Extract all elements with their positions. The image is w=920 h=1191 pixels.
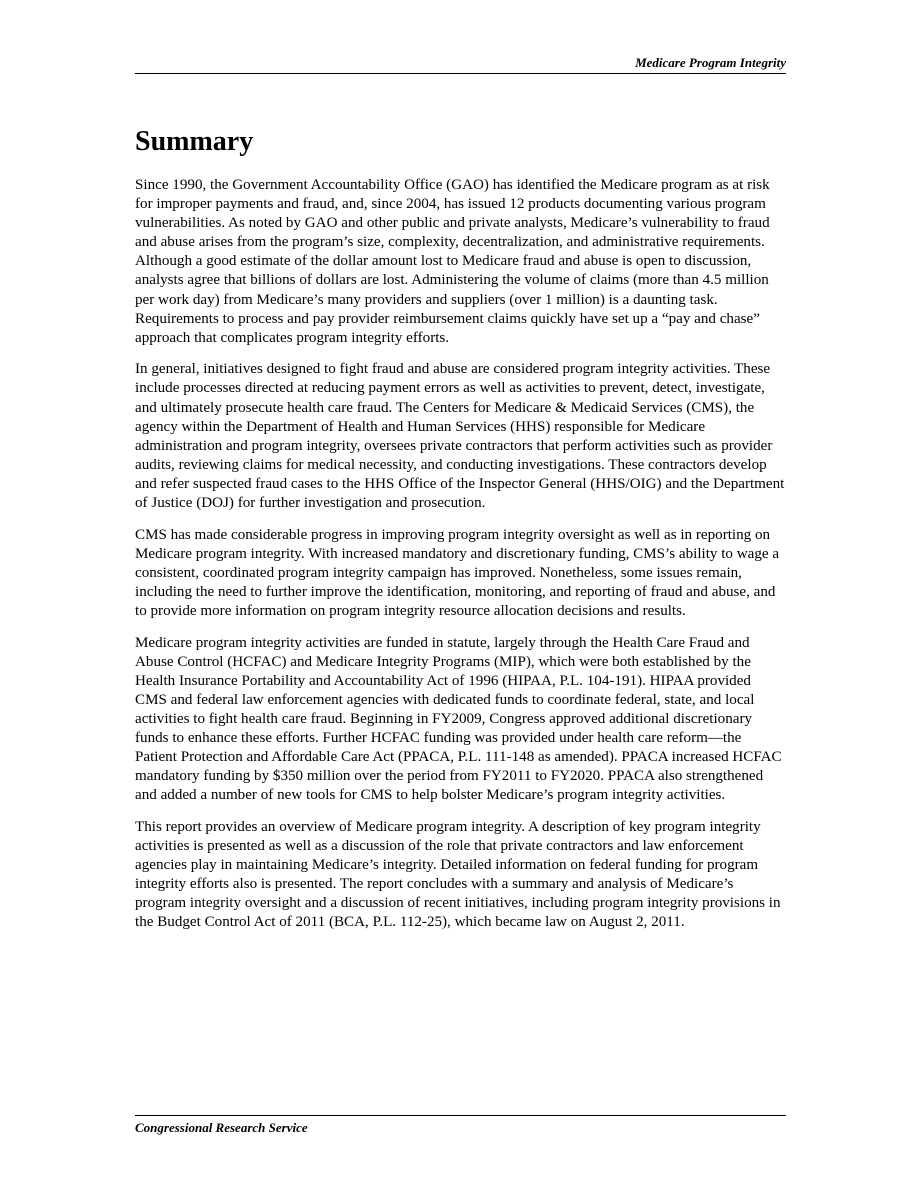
running-header-title: Medicare Program Integrity	[635, 55, 786, 70]
summary-body	[135, 176, 786, 945]
summary-paragraph: This report provides an overview of Medicare program integrity. A description of key program integrity activities is presented as well as a discussion of the role that private contractors and law enforcement agencies play in maintaining Medicare’s integrity. Detailed information on federal funding for program integrity efforts also is presented. The report concludes with a summary and analysis of Medicare’s program integrity oversight and a discussion of recent initiatives, including program integrity provisions in the Budget Control Act of 2011 (BCA, P.L. 112-25), which became law on August 2, 2011.	[135, 818, 781, 931]
page-title: Summary	[135, 126, 254, 157]
summary-paragraph: Medicare program integrity activities are funded in statute, largely through the Health Care Fraud and Abuse Control (HCFAC) and Medicare Integrity Programs (MIP), which were both established by the Health Insurance Portability and Accountability Act of 1996 (HIPAA, P.L. 104-191). HIPAA provided CMS and federal law enforcement agencies with dedicated funds to coordinate federal, state, and local activities to fight health care fraud. Beginning in FY2009, Congress approved additional discretionary funds to enhance these efforts. Further HCFAC funding was provided under health care reform—the Patient Protection and Affordable Care Act (PPACA, P.L. 111-148 as amended). PPACA increased HCFAC mandatory funding by $350 million over the period from FY2011 to FY2020. PPACA also strengthened and added a number of new tools for CMS to help bolster Medicare’s program integrity activities.	[135, 634, 782, 804]
summary-paragraph: Since 1990, the Government Accountability Office (GAO) has identified the Medicare program as at risk for improper payments and fraud, and, since 2004, has issued 12 products documenting various program vulnerabilities. As noted by GAO and other public and private analysts, Medicare’s vulnerability to fraud and abuse arises from the program’s size, complexity, decentralization, and administrative requirements. Although a good estimate of the dollar amount lost to Medicare fraud and abuse is open to discussion, analysts agree that billions of dollars are lost. Administering the volume of claims (more than 4.5 million per work day) from Medicare’s many providers and suppliers (over 1 million) is a daunting task. Requirements to process and pay provider reimbursement claims quickly have set up a “pay and chase” approach that complicates program integrity efforts.	[135, 177, 770, 346]
running-header	[135, 56, 786, 74]
footer-divider	[135, 1115, 786, 1116]
summary-paragraph: In general, initiatives designed to fight fraud and abuse are considered program integrity activities. These include processes directed at reducing payment errors as well as activities to prevent, detect, investigate, and ultimately prosecute health care fraud. The Centers for Medicare & Medicaid Services (CMS), the agency within the Department of Health and Human Services (HHS) responsible for Medicare administration and program integrity, oversees private contractors that perform activities such as provider audits, reviewing claims for medical necessity, and conducting investigations. These contractors develop and refer suspected fraud cases to the HHS Office of the Inspector General (HHS/OIG) and the Department of Justice (DOJ) for further investigation and prosecution.	[135, 361, 785, 511]
summary-paragraph: CMS has made considerable progress in improving program integrity oversight as well as in reporting on Medicare program integrity. With increased mandatory and discretionary funding, CMS’s ability to wage a consistent, coordinated program integrity campaign has improved. Nonetheless, some issues remain, including the need to further improve the identification, monitoring, and reporting of fraud and abuse, and to provide more information on program integrity resource allocation decisions and results.	[135, 526, 780, 619]
footer-source: Congressional Research Service	[135, 1120, 308, 1135]
